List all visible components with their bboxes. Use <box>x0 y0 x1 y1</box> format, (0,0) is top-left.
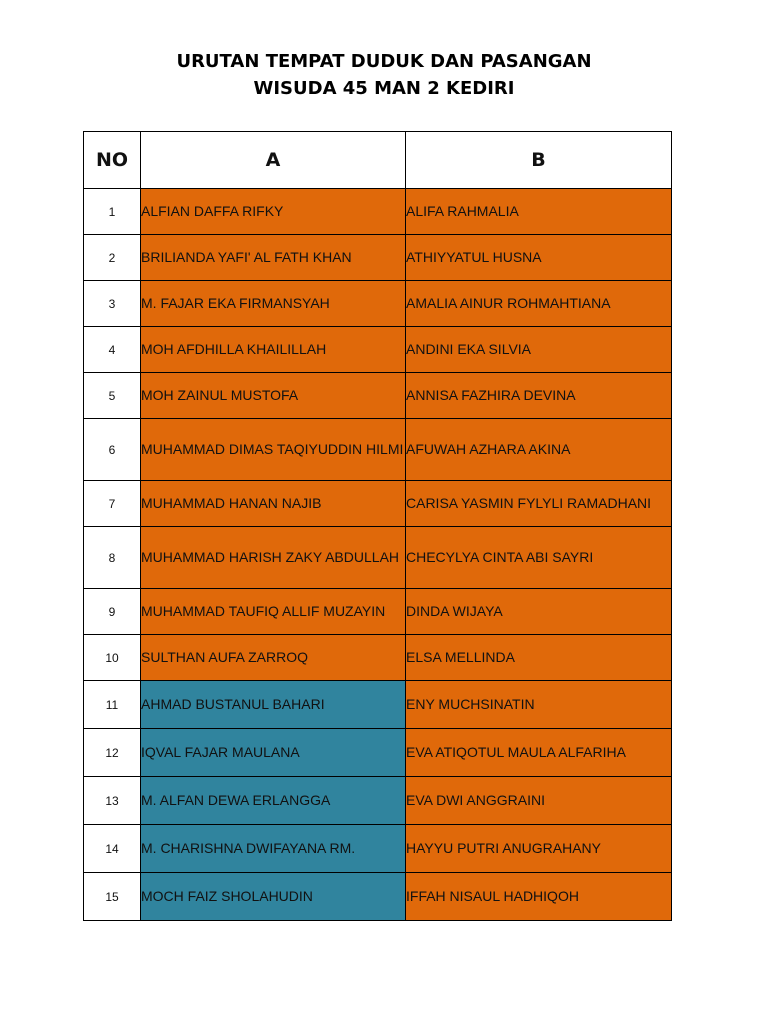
name-a-cell: MUHAMMAD DIMAS TAQIYUDDIN HILMI <box>141 419 406 481</box>
table-row <box>84 635 672 681</box>
name-a-cell: SULTHAN AUFA ZARROQ <box>141 635 406 681</box>
name-a-cell: BRILIANDA YAFI' AL FATH KHAN <box>141 235 406 281</box>
row-number: 14 <box>84 825 141 873</box>
name-b-cell: ELSA MELLINDA <box>406 635 672 681</box>
table-row <box>84 373 672 419</box>
name-b-cell: EVA ATIQOTUL MAULA ALFARIHA <box>406 729 672 777</box>
table-row <box>84 681 672 729</box>
name-a-cell: MOCH FAIZ SHOLAHUDIN <box>141 873 406 921</box>
header-no: NO <box>84 132 141 189</box>
row-number: 13 <box>84 777 141 825</box>
table-row <box>84 281 672 327</box>
name-a-cell: ALFIAN DAFFA RIFKY <box>141 189 406 235</box>
name-b-cell: DINDA WIJAYA <box>406 589 672 635</box>
title-line-1: URUTAN TEMPAT DUDUK DAN PASANGAN <box>176 51 592 72</box>
row-number: 2 <box>84 235 141 281</box>
name-a-cell: MUHAMMAD HANAN NAJIB <box>141 481 406 527</box>
name-a-cell: IQVAL FAJAR MAULANA <box>141 729 406 777</box>
row-number: 10 <box>84 635 141 681</box>
name-b-cell: CARISA YASMIN FYLYLI RAMADHANI <box>406 481 672 527</box>
row-number: 6 <box>84 419 141 481</box>
row-number: 15 <box>84 873 141 921</box>
name-b-cell: ANNISA FAZHIRA DEVINA <box>406 373 672 419</box>
name-a-cell: MOH AFDHILLA KHAILILLAH <box>141 327 406 373</box>
name-a-cell: M. FAJAR EKA FIRMANSYAH <box>141 281 406 327</box>
row-number: 4 <box>84 327 141 373</box>
name-a-cell: MUHAMMAD HARISH ZAKY ABDULLAH <box>141 527 406 589</box>
title-line-2: WISUDA 45 MAN 2 KEDIRI <box>253 78 515 99</box>
name-b-cell: ANDINI EKA SILVIA <box>406 327 672 373</box>
name-b-cell: ATHIYYATUL HUSNA <box>406 235 672 281</box>
name-b-cell: AMALIA AINUR ROHMAHTIANA <box>406 281 672 327</box>
table-row <box>84 527 672 589</box>
seating-table <box>83 131 672 921</box>
row-number: 7 <box>84 481 141 527</box>
table-row <box>84 481 672 527</box>
row-number: 1 <box>84 189 141 235</box>
table-row <box>84 327 672 373</box>
table-row <box>84 235 672 281</box>
row-number: 5 <box>84 373 141 419</box>
document-title <box>0 48 768 102</box>
name-b-cell: HAYYU PUTRI ANUGRAHANY <box>406 825 672 873</box>
table-body <box>84 189 672 921</box>
name-b-cell: ENY MUCHSINATIN <box>406 681 672 729</box>
header-a: A <box>141 132 406 189</box>
name-a-cell: M. ALFAN DEWA ERLANGGA <box>141 777 406 825</box>
table-row <box>84 589 672 635</box>
name-b-cell: ALIFA RAHMALIA <box>406 189 672 235</box>
row-number: 11 <box>84 681 141 729</box>
table-row <box>84 729 672 777</box>
name-b-cell: EVA DWI ANGGRAINI <box>406 777 672 825</box>
table-row <box>84 419 672 481</box>
table-row <box>84 777 672 825</box>
header-b: B <box>406 132 672 189</box>
row-number: 9 <box>84 589 141 635</box>
name-b-cell: IFFAH NISAUL HADHIQOH <box>406 873 672 921</box>
table-row <box>84 189 672 235</box>
row-number: 8 <box>84 527 141 589</box>
table-row <box>84 825 672 873</box>
row-number: 12 <box>84 729 141 777</box>
header-row <box>84 132 672 189</box>
name-a-cell: AHMAD BUSTANUL BAHARI <box>141 681 406 729</box>
row-number: 3 <box>84 281 141 327</box>
table-row <box>84 873 672 921</box>
name-a-cell: MUHAMMAD TAUFIQ ALLIF MUZAYIN <box>141 589 406 635</box>
name-b-cell: CHECYLYA CINTA ABI SAYRI <box>406 527 672 589</box>
name-a-cell: M. CHARISHNA DWIFAYANA RM. <box>141 825 406 873</box>
name-a-cell: MOH ZAINUL MUSTOFA <box>141 373 406 419</box>
name-b-cell: AFUWAH AZHARA AKINA <box>406 419 672 481</box>
